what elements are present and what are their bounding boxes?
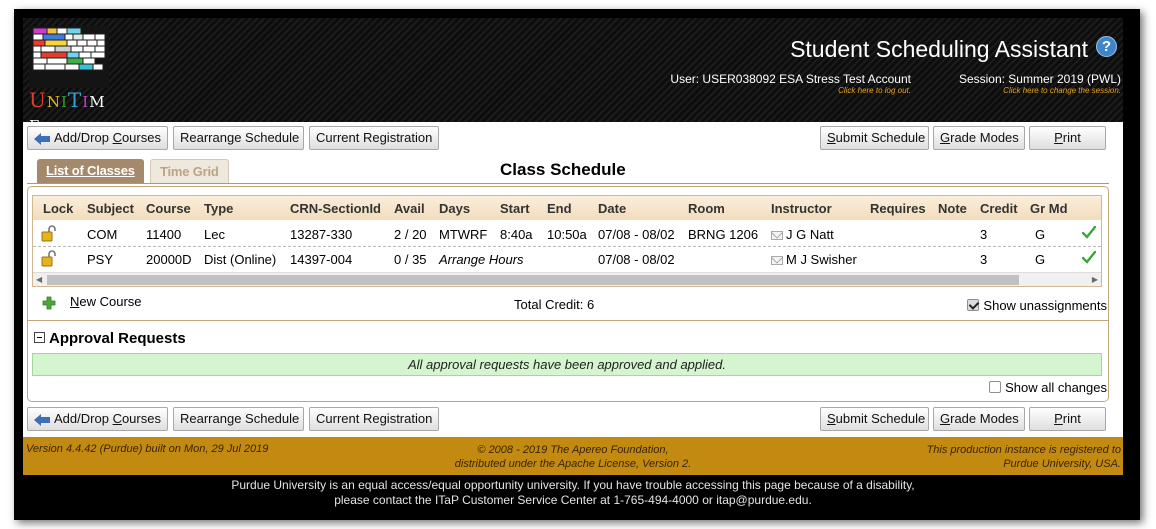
cell-room: BRNG 1206 bbox=[688, 227, 759, 242]
tab-list-of-classes[interactable]: List of Classes bbox=[37, 159, 144, 183]
col-days: Days bbox=[439, 201, 471, 216]
add-drop-label-3: ourses bbox=[121, 411, 161, 426]
grade-label-1: G bbox=[940, 130, 951, 145]
col-crn: CRN-SectionId bbox=[290, 201, 381, 216]
new-course-label bbox=[70, 294, 142, 309]
rearrange-schedule-button[interactable]: Rearrange Schedule bbox=[173, 126, 304, 150]
logo-letter: N bbox=[46, 93, 61, 111]
cell-avail: 0 / 35 bbox=[394, 252, 427, 267]
print-button[interactable] bbox=[1029, 407, 1106, 431]
accessibility-disclaimer bbox=[23, 475, 1123, 509]
panel-divider bbox=[28, 320, 1108, 321]
logo-letter: I bbox=[60, 93, 68, 111]
col-credit: Credit bbox=[980, 201, 1018, 216]
new-course-label-1: N bbox=[70, 294, 80, 309]
instructor-name: J G Natt bbox=[786, 227, 834, 242]
grade-label-2: rade Modes bbox=[950, 130, 1019, 145]
col-course: Course bbox=[146, 201, 191, 216]
arrow-left-icon bbox=[34, 133, 50, 145]
cell-start: 8:40a bbox=[500, 227, 533, 242]
page bbox=[23, 18, 1123, 509]
rearrange-schedule-button[interactable]: Rearrange Schedule bbox=[173, 407, 304, 431]
title-divider bbox=[27, 183, 1109, 184]
col-type: Type bbox=[204, 201, 234, 216]
cell-credit: 3 bbox=[980, 252, 988, 267]
cell-days: MTWRF bbox=[439, 227, 488, 242]
col-instructor: Instructor bbox=[771, 201, 832, 216]
plus-icon bbox=[42, 296, 56, 310]
print-button[interactable] bbox=[1029, 126, 1106, 150]
approval-requests-header[interactable] bbox=[34, 330, 186, 347]
cell-avail: 2 / 20 bbox=[394, 227, 427, 242]
col-grade-mode: Gr Md bbox=[1030, 201, 1068, 216]
session-name: Session: Summer 2019 (PWL) bbox=[958, 72, 1121, 86]
submit-label-2: ubmit Schedule bbox=[835, 130, 926, 145]
grade-modes-button[interactable] bbox=[933, 407, 1025, 431]
checkbox-checked-icon[interactable] bbox=[967, 299, 979, 311]
copyright-line-1: © 2008 - 2019 The Apereo Foundation, bbox=[477, 444, 669, 456]
current-registration-button[interactable]: Current Registration bbox=[309, 126, 439, 150]
col-requires: Requires bbox=[870, 201, 926, 216]
show-all-changes-checkbox[interactable] bbox=[989, 380, 1107, 395]
instructor-name: M J Swisher bbox=[786, 252, 857, 267]
show-all-changes-label: Show all changes bbox=[1005, 380, 1107, 395]
help-icon[interactable]: ? bbox=[1096, 36, 1117, 57]
scrollbar-thumb[interactable] bbox=[47, 275, 1019, 285]
copyright-line-2: distributed under the Apache License, Version 2. bbox=[454, 458, 692, 470]
logo-letter: M bbox=[89, 93, 106, 111]
cell-crn: 13287-330 bbox=[290, 227, 353, 242]
grade-label-1: G bbox=[940, 411, 951, 426]
submit-label-1: S bbox=[827, 411, 836, 426]
print-label-2: rint bbox=[1062, 130, 1081, 145]
cell-subject: PSY bbox=[87, 252, 114, 267]
approved-check-icon bbox=[1082, 250, 1096, 264]
submit-schedule-button[interactable] bbox=[820, 407, 929, 431]
show-unassignments-checkbox[interactable] bbox=[967, 298, 1107, 313]
unlocked-padlock-icon[interactable] bbox=[41, 250, 57, 267]
window-frame bbox=[14, 9, 1140, 520]
total-credit: Total Credit: 6 bbox=[514, 297, 595, 312]
cell-crn: 14397-004 bbox=[290, 252, 353, 267]
change-session-hint: Click here to change the session. bbox=[1003, 86, 1121, 95]
col-date: Date bbox=[598, 201, 627, 216]
col-end: End bbox=[547, 201, 572, 216]
submit-schedule-button[interactable] bbox=[820, 126, 929, 150]
add-drop-label-1: Add/Drop bbox=[54, 411, 113, 426]
cell-grade-mode: G bbox=[1035, 252, 1046, 267]
col-lock: Lock bbox=[43, 201, 74, 216]
cell-grade-mode: G bbox=[1035, 227, 1046, 242]
class-table bbox=[32, 195, 1102, 287]
disclaimer-line-2: please contact the ITaP Customer Service Center at 1-765-494-4000 or itap@purdue.edu. bbox=[334, 493, 812, 507]
app-title: Student Scheduling Assistant bbox=[790, 36, 1088, 62]
new-course-label-2: ew Course bbox=[79, 294, 142, 309]
page-title: Class Schedule bbox=[500, 160, 626, 179]
registration-line-1: This production instance is registered to bbox=[926, 444, 1121, 456]
add-drop-label-2: C bbox=[112, 411, 122, 426]
logo-letter: I bbox=[82, 93, 90, 111]
user-info[interactable] bbox=[670, 72, 911, 95]
add-drop-label-2: C bbox=[112, 130, 122, 145]
registration-line-2: Purdue University, USA. bbox=[1003, 458, 1121, 470]
cell-end: 10:50a bbox=[547, 227, 587, 242]
table-row[interactable] bbox=[33, 222, 1101, 247]
header-banner bbox=[23, 18, 1123, 122]
col-note: Note bbox=[938, 201, 967, 216]
table-row[interactable] bbox=[33, 247, 1101, 272]
submit-label-2: ubmit Schedule bbox=[835, 411, 926, 426]
add-drop-courses-button[interactable] bbox=[27, 407, 168, 431]
add-drop-label-1: Add/Drop bbox=[54, 130, 113, 145]
print-label-1: P bbox=[1054, 130, 1063, 145]
schedule-panel bbox=[27, 186, 1109, 402]
cell-credit: 3 bbox=[980, 227, 988, 242]
print-label-1: P bbox=[1054, 411, 1063, 426]
horizontal-scrollbar[interactable] bbox=[33, 272, 1101, 286]
current-registration-button[interactable]: Current Registration bbox=[309, 407, 439, 431]
add-drop-courses-button[interactable] bbox=[27, 126, 168, 150]
cell-days: Arrange Hours bbox=[439, 252, 524, 267]
user-name: User: USER038092 ESA Stress Test Account bbox=[670, 72, 911, 86]
submit-label-1: S bbox=[827, 130, 836, 145]
cell-instructor[interactable] bbox=[771, 227, 834, 242]
disclaimer-line-1: Purdue University is an equal access/equal opportunity university. If you have trouble accessing this page because of a disability, bbox=[231, 478, 915, 492]
cell-course: 11400 bbox=[146, 227, 182, 242]
table-header bbox=[33, 196, 1101, 220]
footer-version: Version 4.4.42 (Purdue) built on Mon, 29 Jul 2019 bbox=[26, 443, 269, 455]
footer-registration bbox=[927, 443, 1121, 471]
cell-course: 20000D bbox=[146, 252, 192, 267]
cell-type: Lec bbox=[204, 227, 225, 242]
approval-status-message: All approval requests have been approved and applied. bbox=[32, 353, 1102, 376]
session-info[interactable] bbox=[959, 72, 1121, 95]
checkbox-unchecked-icon[interactable] bbox=[989, 381, 1001, 393]
cell-date: 07/08 - 08/02 bbox=[598, 227, 675, 242]
col-start: Start bbox=[500, 201, 530, 216]
logo-letter: T bbox=[67, 88, 83, 112]
logo-letter: U bbox=[29, 88, 47, 112]
add-drop-label-3: ourses bbox=[121, 130, 161, 145]
scroll-left-icon[interactable]: ◀ bbox=[36, 275, 43, 284]
cell-subject: COM bbox=[87, 227, 118, 242]
envelope-icon[interactable] bbox=[771, 256, 783, 265]
arrow-left-icon bbox=[34, 414, 50, 426]
approved-check-icon bbox=[1082, 225, 1096, 239]
col-room: Room bbox=[688, 201, 725, 216]
cell-type: Dist (Online) bbox=[204, 252, 277, 267]
cell-instructor[interactable] bbox=[771, 252, 857, 267]
approval-title: Approval Requests bbox=[49, 330, 186, 347]
print-label-2: rint bbox=[1062, 411, 1081, 426]
tab-time-grid[interactable]: Time Grid bbox=[150, 159, 229, 183]
cell-date: 07/08 - 08/02 bbox=[598, 252, 675, 267]
scroll-right-icon[interactable]: ▶ bbox=[1091, 275, 1098, 284]
col-subject: Subject bbox=[87, 201, 134, 216]
collapse-icon[interactable] bbox=[34, 332, 45, 343]
show-unassignments-label: Show unassignments bbox=[983, 298, 1107, 313]
envelope-icon[interactable] bbox=[771, 231, 783, 240]
unlocked-padlock-icon[interactable] bbox=[41, 225, 57, 242]
grade-modes-button[interactable] bbox=[933, 126, 1025, 150]
footer-bar bbox=[23, 437, 1123, 475]
logout-hint: Click here to log out. bbox=[838, 86, 911, 95]
unitime-logo-grid-icon bbox=[29, 26, 109, 88]
unitime-logo[interactable] bbox=[29, 26, 109, 116]
grade-label-2: rade Modes bbox=[950, 411, 1019, 426]
col-avail: Avail bbox=[394, 201, 425, 216]
